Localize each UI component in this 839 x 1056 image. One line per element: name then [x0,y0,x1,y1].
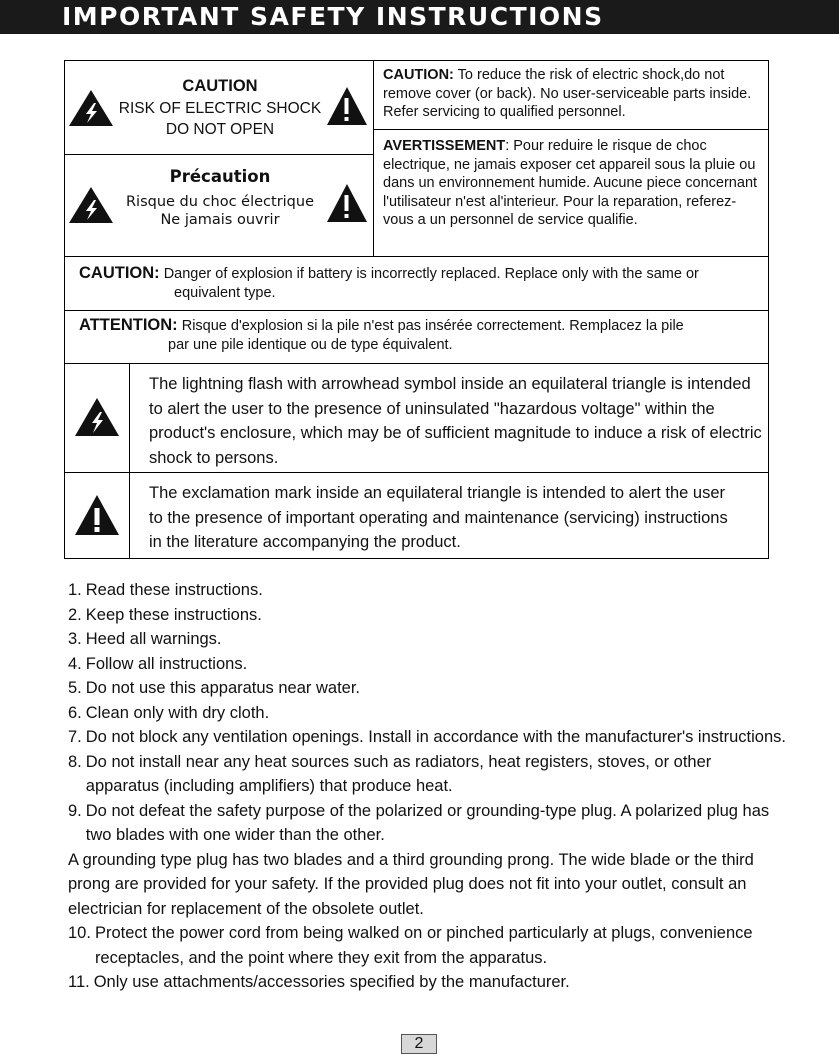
caution-en-title: CAUTION [182,77,258,95]
instruction-number: 4. [68,654,82,673]
warning-divider-left [64,154,374,155]
warning-divider-right [373,129,769,130]
exclamation-triangle-icon [326,183,368,223]
instruction-item [68,701,788,726]
battery-caution-line2: equivalent type. [174,284,276,301]
exclamation-triangle-icon [74,494,120,536]
battery-divider [64,310,769,311]
caution-fr-line2: Ne jamais ouvrir [160,212,280,228]
lightning-triangle-icon [68,186,114,224]
lightning-triangle-icon [74,397,120,437]
instruction-text: Do not install near any heat sources such as radiators, heat registers, stoves, or other apparatus (including amplifiers) that produce heat. [85,752,712,795]
instruction-item [68,970,788,995]
instruction-item [68,652,788,677]
instruction-text: Only use attachments/accessories specified by the manufacturer. [93,973,570,991]
instruction-item [68,921,788,970]
caution-fr-line1: Risque du choc électrique [125,194,315,210]
instruction-item [68,725,788,750]
caution-fr-title: Précaution [169,167,271,186]
caution-en-line2: DO NOT OPEN [165,121,275,138]
instruction-item [68,676,788,701]
instruction-item [68,578,788,603]
instruction-number: 11. [68,973,90,991]
instruction-text: Clean only with dry cloth. [85,703,270,722]
avertissement-text: : Pour reduire le risque de choc electrique, ne jamais exposer cet appareil sous la pluie ou dans un environnement humide. Aucune piece concernant l'utilisateur n'est al'interieur. Pour la reparation, referez-vous a un personnel de service qualifie. [383,138,758,228]
instruction-text: Heed all warnings. [85,630,222,648]
battery-caution [79,264,769,302]
instruction-continuation: A grounding type plug has two blades and a third grounding prong. The wide blade or the third prong are provided for your safety. If the provided plug does not fit into your outlet, consult an electrician for replacement of the obsolete outlet. [68,850,754,918]
instruction-text: Keep these instructions. [85,605,262,624]
instruction-number: 5. [68,679,82,697]
page-title: IMPORTANT SAFETY INSTRUCTIONS [62,2,604,31]
caution-paragraph-text: To reduce the risk of electric shock,do not remove cover (or back). No user-serviceable parts inside. Refer servicing to qualified personnel. [383,67,752,120]
instruction-item [68,627,788,652]
battery-attention-line2: par une pile identique ou de type équivalent. [168,336,453,353]
page-number: 2 [401,1034,437,1054]
caution-paragraph-label: CAUTION: [383,67,454,83]
battery-attention-line1: Risque d'explosion si la pile n'est pas insérée correctement. Remplacez la pile [181,318,684,334]
instruction-item [68,750,788,799]
instruction-number: 10. [68,924,91,942]
caution-paragraph [383,66,765,122]
instruction-text: Do not use this apparatus near water. [85,679,361,697]
instruction-number: 3. [68,630,82,648]
instruction-number: 1. [68,581,82,599]
instruction-number: 8. [68,752,82,771]
instruction-number: 7. [68,728,82,746]
warning-divider-vertical [373,60,374,257]
caution-en-line1: RISK OF ELECTRIC SHOCK [118,100,322,117]
instruction-text: Do not block any ventilation openings. Install in accordance with the manufacturer's instructions. [85,728,786,746]
exclamation-symbol-description: The exclamation mark inside an equilateral triangle is intended to alert the user to the presence of important operating and maintenance (servicing) instructions in the literature accompanying the product. [149,484,728,551]
instruction-number: 2. [68,605,82,624]
exclamation-triangle-icon [326,86,368,126]
lightning-symbol-description: The lightning flash with arrowhead symbol inside an equilateral triangle is intended to alert the user to the presence of uninsulated "hazardous voltage" within the product's enclosure, which may be of sufficient magnitude to induce a risk of electric shock to persons. [149,375,762,467]
instruction-text: Do not defeat the safety purpose of the polarized or grounding-type plug. A polarized plug has two blades with one wider than the other. [85,801,770,844]
header-bar [0,0,839,34]
instruction-text: Read these instructions. [85,581,263,599]
instructions-list [68,578,788,995]
symbols-divider-vertical [129,363,130,559]
instruction-text: Protect the power cord from being walked on or pinched particularly at plugs, convenience receptacles, and the point where they exit from the apparatus. [94,924,753,967]
battery-attention [79,316,769,354]
avertissement-label: AVERTISSEMENT [383,138,506,154]
instruction-text: Follow all instructions. [85,654,248,673]
battery-caution-label: CAUTION: [79,264,160,282]
instruction-item [68,799,788,848]
instruction-number: 6. [68,703,82,722]
avertissement-paragraph [383,137,765,230]
instruction-number: 9. [68,801,82,820]
battery-attention-label: ATTENTION: [79,316,178,334]
symbols-divider-horizontal [64,472,769,473]
instruction-item [68,603,788,628]
battery-caution-line1: Danger of explosion if battery is incorrectly replaced. Replace only with the same or [163,266,699,282]
